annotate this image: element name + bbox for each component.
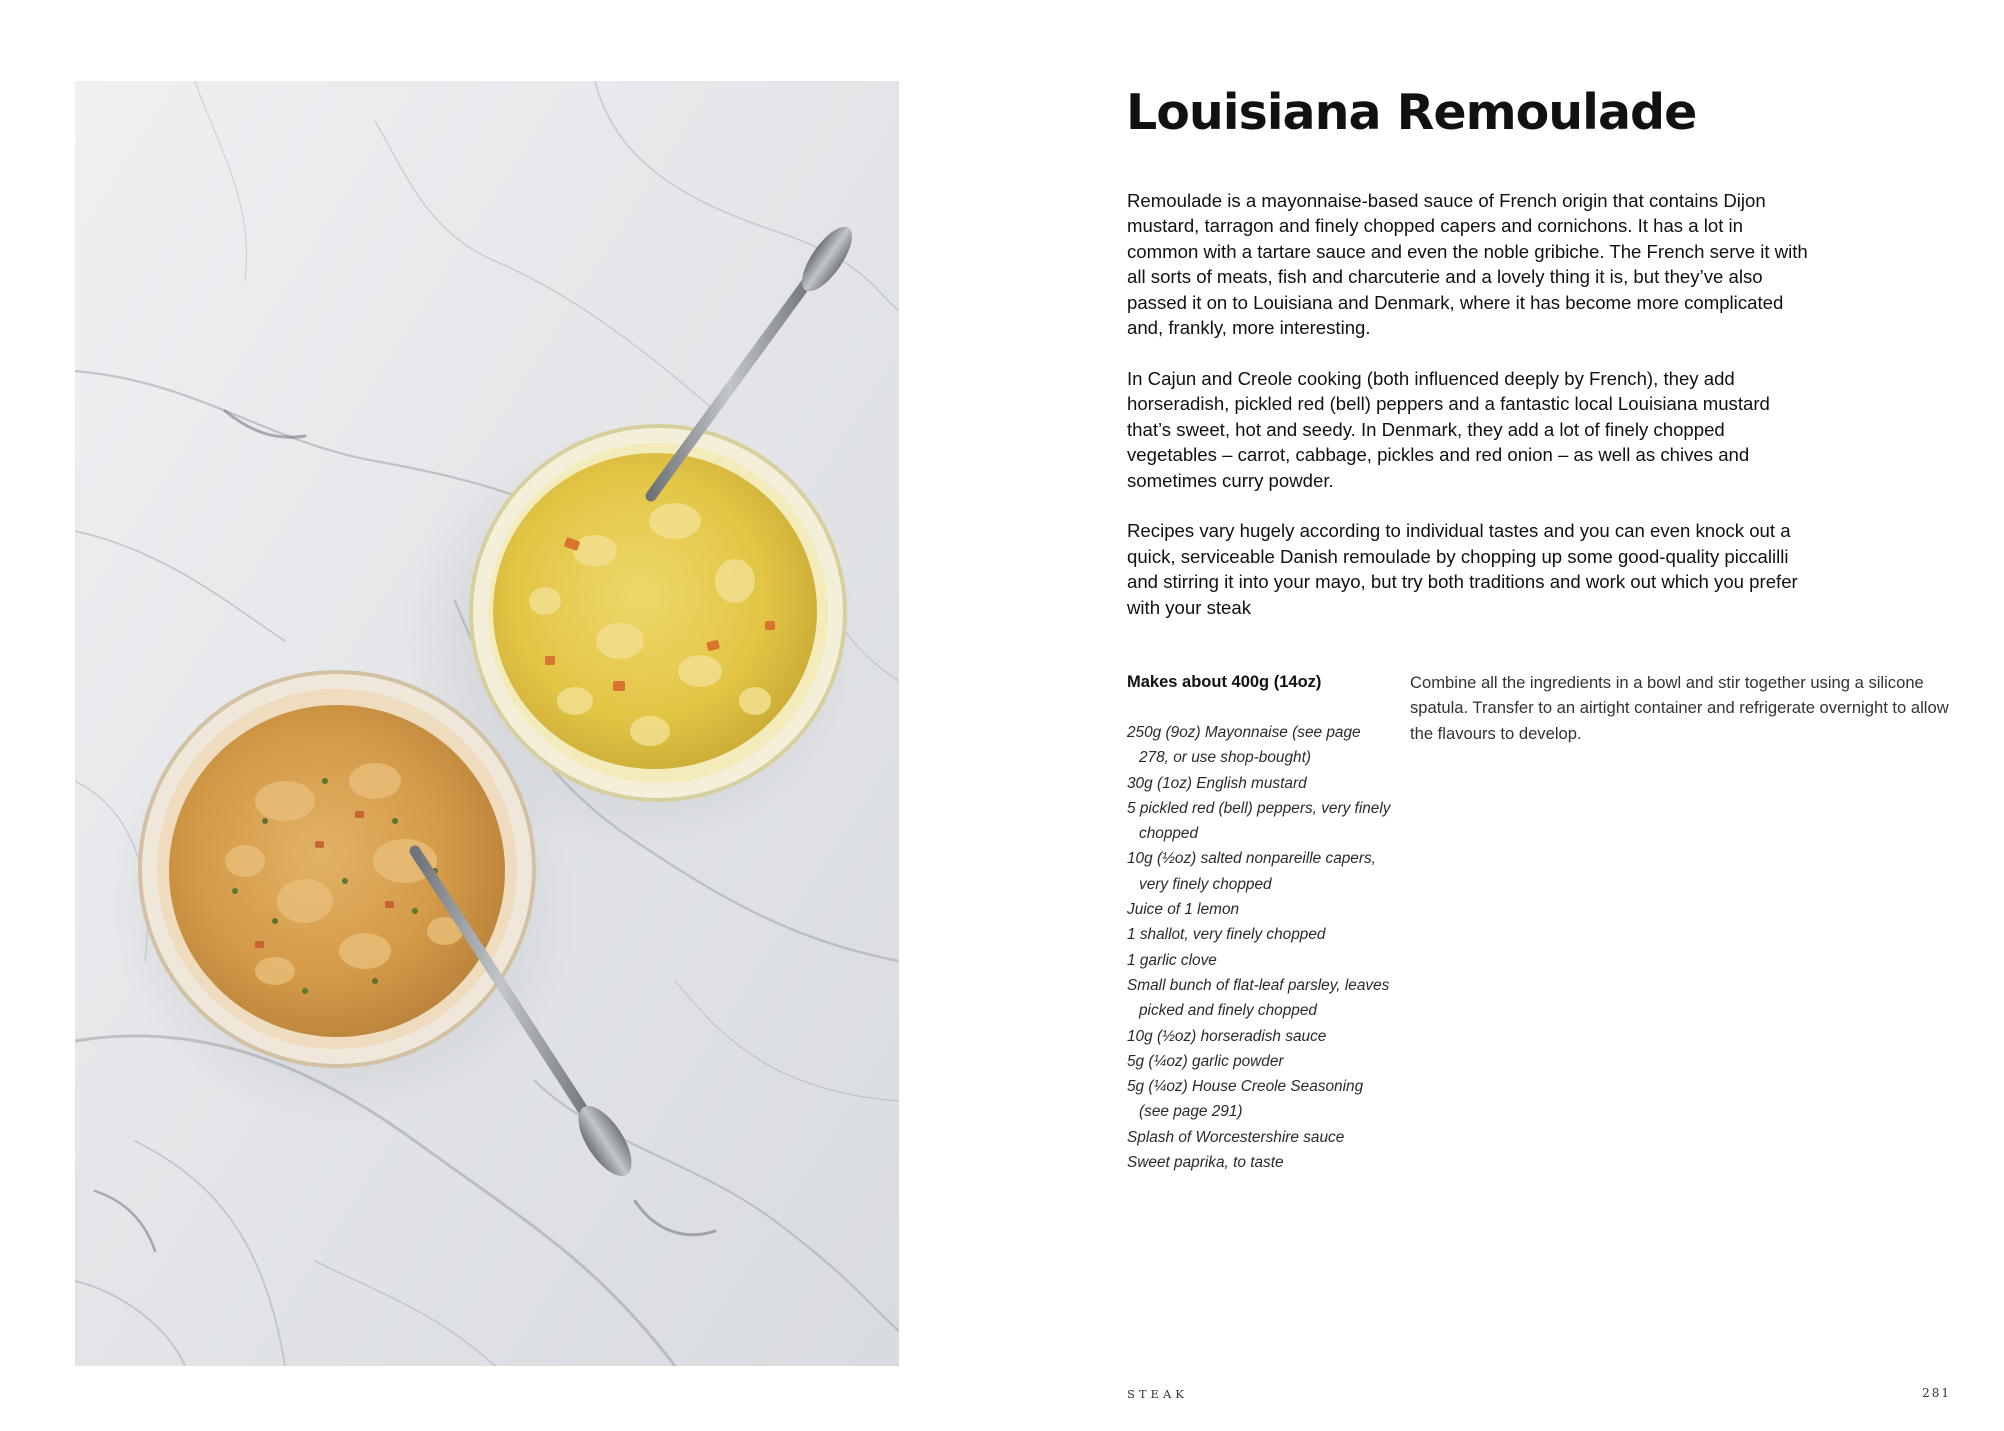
ingredient-item: 1 garlic clove [1127,951,1217,969]
recipe-intro [1127,188,1817,646]
ingredient-item: 30g (1oz) English mustard [1127,774,1307,792]
recipe-photo [75,81,899,1366]
recipe-title: Louisiana Remoulade [1126,84,1697,141]
running-footer-section: STEAK [1127,1387,1188,1401]
ingredient-item: 1 shallot, very finely chopped [1127,926,1326,944]
intro-paragraph: Recipes vary hugely according to individual tastes and you can even knock out a quick, serviceable Danish remoulade by chopping up some good-quality piccalilli and stirring it into your mayo, but try both traditions and work out which you prefer with your steak [1127,520,1798,618]
intro-paragraph: In Cajun and Creole cooking (both influenced deeply by French), they add horseradish, pickled red (bell) peppers and a fantastic local Louisiana mustard that’s sweet, hot and seedy. In Denmark, they add a lot of finely chopped vegetables – carrot, cabbage, pickles and red onion – as well as chives and sometimes curry powder. [1127,367,1770,491]
ingredient-item: Juice of 1 lemon [1127,901,1240,919]
ingredient-item: Splash of Worcestershire sauce [1127,1128,1345,1146]
ingredient-item: 10g (½oz) horseradish sauce [1127,1027,1327,1045]
ingredient-item: Sweet paprika, to taste [1127,1154,1284,1172]
page-number: 281 [1922,1386,1951,1400]
ingredients-column [1127,670,1392,1175]
ingredient-item: 5g (¼oz) garlic powder [1127,1052,1284,1070]
recipe-yield: Makes about 400g (14oz) [1127,673,1322,691]
ingredient-item: 5g (¼oz) House Creole Seasoning (see page 291) [1127,1078,1364,1121]
intro-paragraph: Remoulade is a mayonnaise-based sauce of French origin that contains Dijon mustard, tarragon and finely chopped capers and cornichons. It has a lot in common with a tartare sauce and even the noble gribiche. The French serve it with all sorts of meats, fish and charcuterie and a lovely thing it is, but they’ve also passed it on to Louisiana and Denmark, where it has become more complicated and, frankly, more interesting. [1127,190,1808,339]
ingredient-item: Small bunch of flat-leaf parsley, leaves picked and finely chopped [1127,976,1390,1020]
ingredient-item: 250g (9oz) Mayonnaise (see page 278, or use shop-bought) [1127,724,1361,767]
ingredient-item: 10g (½oz) salted nonpareille capers, very finely chopped [1127,850,1376,893]
ingredient-list [1127,720,1392,1175]
ingredient-item: 5 pickled red (bell) peppers, very finely chopped [1127,799,1391,843]
recipe-method: Combine all the ingredients in a bowl and stir together using a silicone spatula. Transfer to an airtight container and refrigerate overnight to allow the flavours to develop. [1410,673,1949,743]
